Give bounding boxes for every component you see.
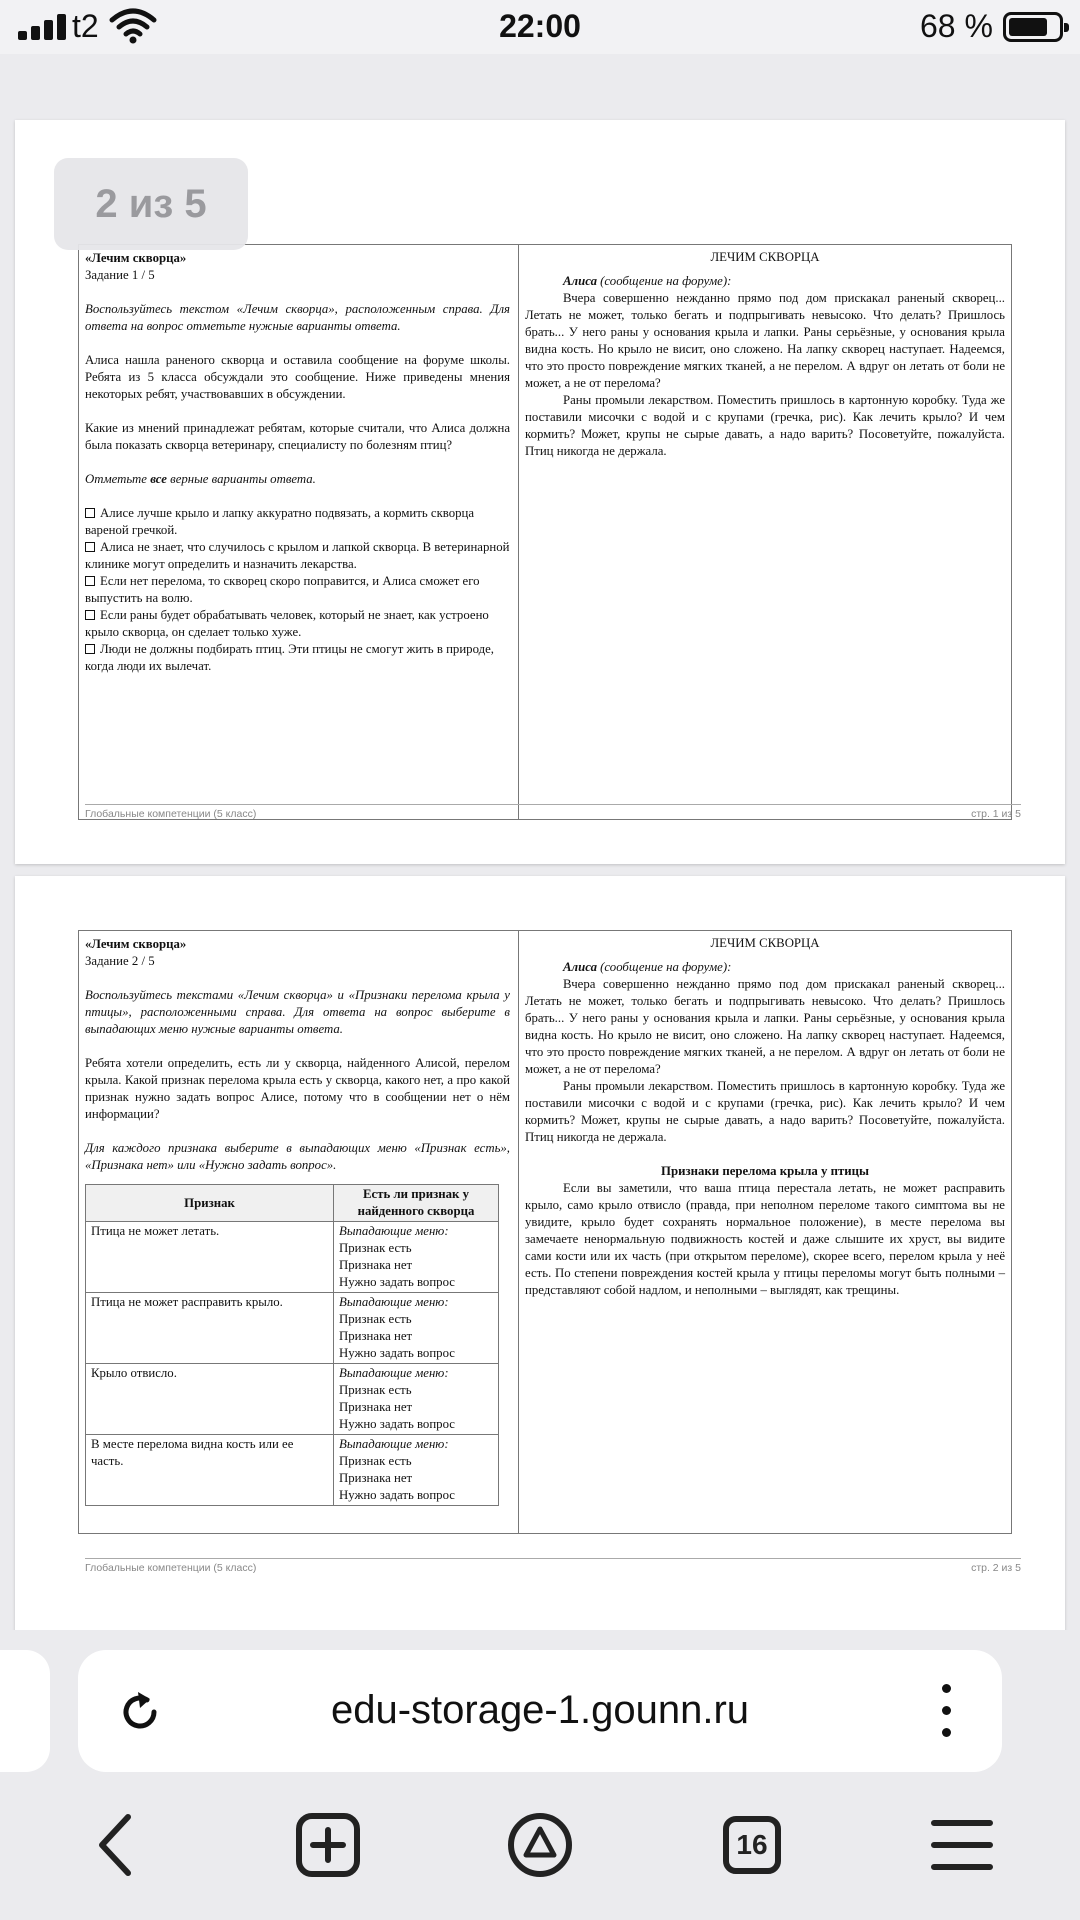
task-grid-2: [78, 930, 1012, 1534]
footer-page-number: стр. 2 из 5: [971, 1562, 1021, 1574]
table-row: [86, 1293, 499, 1364]
forum-paragraph: Вчера совершенно нежданно прямо под дом прискакал раненый скворец... Летать не может, только бегать и подпрыгивать невысоко. Что делать? Пришлось брать... У него раны у основания крыла и лапки. Раны серьёзные, у основания крыла видна кость. Но крыло не висит, оно сложено. На лапку скворец наступает. Надеемся, что это просто повреждение мягких тканей, а не перелом. А вдруг он летать от боли не может, а не от перелома?: [525, 291, 1005, 390]
sign-cell: Птица не может расправить крыло.: [86, 1293, 334, 1364]
task-question: Ребята хотели определить, есть ли у скворца, найденного Алисой, перелом крыла. Какой признак перелома крыла есть у скворца, какого нет, а про какой признак нужно задать вопрос Алисе, потому что в сообщении нет о нём информации?: [85, 1056, 510, 1121]
task-title: «Лечим скворца»: [85, 937, 187, 951]
table-row: [86, 1435, 499, 1506]
battery-percent: 68 %: [920, 8, 993, 44]
task-context: Алиса нашла раненого скворца и оставила сообщение на форуме школы. Ребята из 5 класса обсуждали это сообщение. Ниже приведены мнения некоторых ребят, участвовавших в обсуждении.: [85, 353, 510, 401]
source-text-column: [519, 931, 1011, 1533]
answer-option[interactable]: Люди не должны подбирать птиц. Эти птицы не смогут жить в природе, когда люди их вылечат.: [85, 642, 494, 673]
more-vertical-icon[interactable]: [940, 1684, 952, 1738]
document-viewer[interactable]: [0, 54, 1080, 1630]
answer-option[interactable]: Алиса не знает, что случилось с крылом и лапкой скворца. В ветеринарной клинике могут определить и назначить лекарства.: [85, 540, 510, 571]
clock: 22:00: [499, 8, 581, 44]
task-column: [79, 931, 519, 1533]
task-instruction: Воспользуйтесь текстами «Лечим скворца» и «Признаки перелома крыла у птицы», расположенными справа. Для ответа на вопрос выберите в выпадающих меню нужные варианты ответа.: [85, 988, 510, 1036]
sign-cell: Крыло отвисло.: [86, 1364, 334, 1435]
answer-instruction: Отметьте все верные варианты ответа.: [85, 472, 316, 486]
new-tab-icon[interactable]: [288, 1805, 368, 1885]
source-heading: ЛЕЧИМ СКВОРЦА: [710, 250, 820, 264]
document-page-2: [15, 876, 1065, 1672]
dropdown-menu[interactable]: Выпадающие меню: Признак есть Признака нет Нужно задать вопрос: [334, 1364, 499, 1435]
checkbox-icon[interactable]: [85, 610, 95, 620]
forum-paragraph: Раны промыли лекарством. Поместить пришлось в картонную коробку. Туда же поставили мисочки с водой и с крупами (гречка, рис). Как лечить крыло? И чем кормить? Может, крупы не сырые давать, а надо варить? Посоветуйте, пожалуйста. Птиц никогда не держала.: [525, 1079, 1005, 1144]
previous-tab-preview[interactable]: [0, 1650, 50, 1772]
answer-option[interactable]: Алисе лучше крыло и лапку аккуратно подвязать, а кормить скворца вареной гречкой.: [85, 506, 475, 537]
checkbox-icon[interactable]: [85, 576, 95, 586]
tab-count: 16: [723, 1816, 781, 1874]
source-heading-2: Признаки перелома крыла у птицы: [661, 1164, 869, 1178]
footer-title: Глобальные компетенции (5 класс): [85, 1562, 257, 1574]
article-paragraph: Если вы заметили, что ваша птица перестала летать, не может расправить крыло, само крыло отвисло (правда, при неполном переломе такого симптома вы не увидите, крыло будет сохранять нормальное положение), в месте перелома вы замечаете ненормальную подвижность костей и даже слышите их хруст, вы видите сами кости или их часть (при открытом переломе), скорее всего, перелом крыла у неё есть. По степени повреждения костей крыла у птицы переломы могут быть полными – представляют собой надлом, и неполными – выглядят, как трещины.: [525, 1181, 1005, 1297]
carrier-name: t2: [72, 8, 99, 44]
forum-author: Алиса (сообщение на форуме):: [563, 274, 732, 288]
footer-title: Глобальные компетенции (5 класс): [85, 808, 257, 820]
forum-paragraph: Вчера совершенно нежданно прямо под дом прискакал раненый скворец... Летать не может, только бегать и подпрыгивать невысоко. Что делать? Пришлось брать... У него раны у основания крыла и лапки. Раны серьёзные, у основания крыла видна кость. Но крыло не висит, оно сложено. На лапку скворец наступает. Надеемся, что это просто повреждение мягких тканей, а не перелом. А вдруг он летать от боли не может, а не от перелома?: [525, 977, 1005, 1076]
task-number: Задание 1 / 5: [85, 268, 155, 282]
forum-paragraph: Раны промыли лекарством. Поместить пришлось в картонную коробку. Туда же поставили мисочки с водой и с крупами (гречка, рис). Как лечить крыло? И чем кормить? Может, крупы не сырые давать, а надо варить? Посоветуйте, пожалуйста. Птиц никогда не держала.: [525, 393, 1005, 458]
alice-assistant-icon[interactable]: [500, 1805, 580, 1885]
tabs-icon[interactable]: [712, 1805, 792, 1885]
checkbox-icon[interactable]: [85, 644, 95, 654]
menu-icon[interactable]: [922, 1805, 1002, 1885]
checkbox-icon[interactable]: [85, 508, 95, 518]
task-question: Какие из мнений принадлежат ребятам, которые считали, что Алиса должна была показать скворца ветеринару, специалисту по болезням птиц?: [85, 421, 510, 452]
page-counter: 2 из 5: [54, 158, 248, 250]
task-title: «Лечим скворца»: [85, 251, 187, 265]
answer-option[interactable]: Если раны будет обрабатывать человек, который не знает, как устроено крыло скворца, он сделает только хуже.: [85, 608, 489, 639]
table-header: Есть ли признак у найденного скворца: [334, 1185, 499, 1222]
address-bar[interactable]: [78, 1650, 1002, 1772]
url-text[interactable]: edu-storage-1.gounn.ru: [330, 1688, 750, 1732]
bottom-navigation: [0, 1775, 1080, 1920]
signs-table: [85, 1184, 499, 1506]
status-bar: [0, 0, 1080, 54]
dropdown-menu[interactable]: Выпадающие меню: Признак есть Признака нет Нужно задать вопрос: [334, 1435, 499, 1506]
table-header: Признак: [86, 1185, 334, 1222]
source-text-column: [519, 245, 1011, 819]
address-bar-area: [0, 1630, 1080, 1770]
sign-cell: Птица не может летать.: [86, 1222, 334, 1293]
answer-option[interactable]: Если нет перелома, то скворец скоро поправится, и Алиса сможет его выпустить на волю.: [85, 574, 480, 605]
back-arrow-icon[interactable]: [78, 1805, 158, 1885]
sign-cell: В месте перелома видна кость или ее часть.: [86, 1435, 334, 1506]
select-instruction: Для каждого признака выберите в выпадающих меню «Признак есть», «Признака нет» или «Нужно задать вопрос».: [85, 1141, 510, 1172]
task-number: Задание 2 / 5: [85, 954, 155, 968]
task-column: [79, 245, 519, 819]
page-footer: [85, 804, 1021, 820]
task-grid-1: [78, 244, 1012, 820]
table-row: [86, 1364, 499, 1435]
forum-author: Алиса (сообщение на форуме):: [563, 960, 732, 974]
footer-page-number: стр. 1 из 5: [971, 808, 1021, 820]
source-heading: ЛЕЧИМ СКВОРЦА: [710, 936, 820, 950]
checkbox-icon[interactable]: [85, 542, 95, 552]
table-row: [86, 1222, 499, 1293]
dropdown-menu[interactable]: Выпадающие меню: Признак есть Признака нет Нужно задать вопрос: [334, 1222, 499, 1293]
dropdown-menu[interactable]: Выпадающие меню: Признак есть Признака нет Нужно задать вопрос: [334, 1293, 499, 1364]
battery-icon: [1003, 12, 1063, 42]
page-footer: [85, 1558, 1021, 1574]
task-instruction: Воспользуйтесь текстом «Лечим скворца», расположенным справа. Для ответа на вопрос отметьте нужные варианты ответа.: [85, 302, 510, 333]
